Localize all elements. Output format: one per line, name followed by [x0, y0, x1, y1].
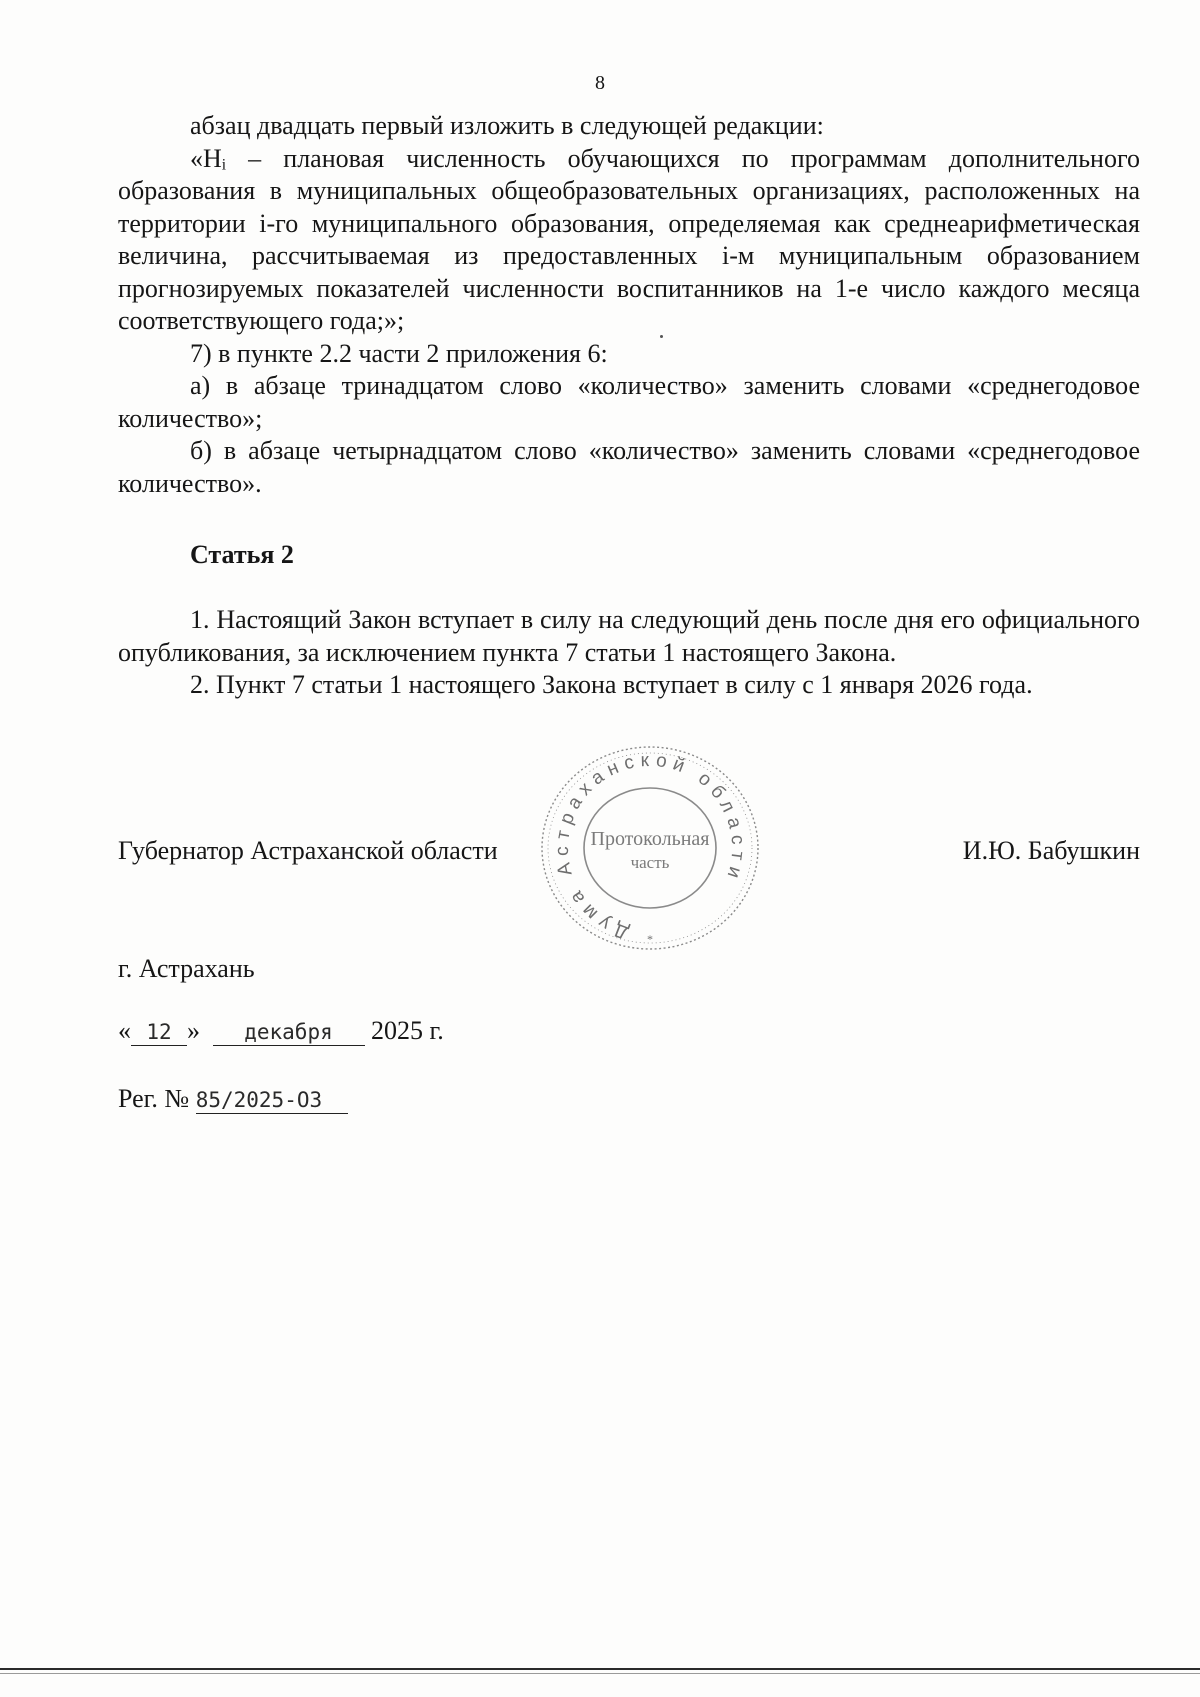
paragraph: 1. Настоящий Закон вступает в силу на следующий день после дня его официального опубликования, за исключением пункта 7 статьи 1 настоящего Закона.	[118, 605, 1140, 667]
registration-label: Рег. №	[118, 1084, 190, 1113]
paragraph: 7) в пункте 2.2 части 2 приложения 6:	[190, 338, 608, 368]
date-year: 2025 г.	[371, 1016, 444, 1045]
official-stamp	[530, 737, 770, 959]
signing-date	[118, 1016, 444, 1046]
date-day: 12	[131, 1019, 187, 1046]
stamp-ring-text: Дума Астраханской области	[552, 749, 749, 943]
article2-body	[118, 604, 1140, 702]
registration-number	[118, 1084, 348, 1114]
scan-speck	[660, 335, 663, 338]
bottom-edge-line	[0, 1668, 1200, 1670]
stamp-center-line2: часть	[630, 853, 670, 872]
article1-continuation	[118, 110, 1140, 500]
article2-heading: Статья 2	[190, 540, 294, 569]
date-open-quote: «	[118, 1016, 131, 1045]
paragraph: абзац двадцать первый изложить в следующей редакции:	[190, 111, 824, 140]
stamp-center-line1: Протокольная	[590, 828, 710, 850]
signatory-name: И.Ю. Бабушкин	[962, 836, 1140, 865]
paragraph: «Hᵢ – плановая численность обучающихся по программам дополнительного образования в муниципальных общеобразовательных организациях, расположенных на территории i-го муниципального образования, определяемая как среднеарифметическая величина, рассчитываемая из предоставленных i-м муниципальным образованием прогнозируемых показателей численности воспитанников на 1-е число каждого месяца соответствующего года;»;	[118, 143, 1140, 335]
registration-value: 85/2025-ОЗ	[196, 1087, 348, 1114]
paragraph: а) в абзаце тринадцатом слово «количество» заменить словами «среднегодовое количество»;	[118, 371, 1140, 433]
signatory-title: Губернатор Астраханской области	[118, 836, 498, 865]
place-of-signing: г. Астрахань	[118, 954, 255, 983]
paragraph: б) в абзаце четырнадцатом слово «количество» заменить словами «среднегодовое количество».	[118, 436, 1140, 498]
date-close-quote: »	[187, 1016, 200, 1045]
page-number: 8	[595, 72, 605, 94]
bottom-edge-line-faint	[0, 1673, 1200, 1674]
date-month: декабря	[213, 1019, 365, 1046]
paragraph: 2. Пункт 7 статьи 1 настоящего Закона вступает в силу с 1 января 2026 года.	[190, 670, 1033, 699]
stamp-star-icon: *	[647, 932, 653, 946]
